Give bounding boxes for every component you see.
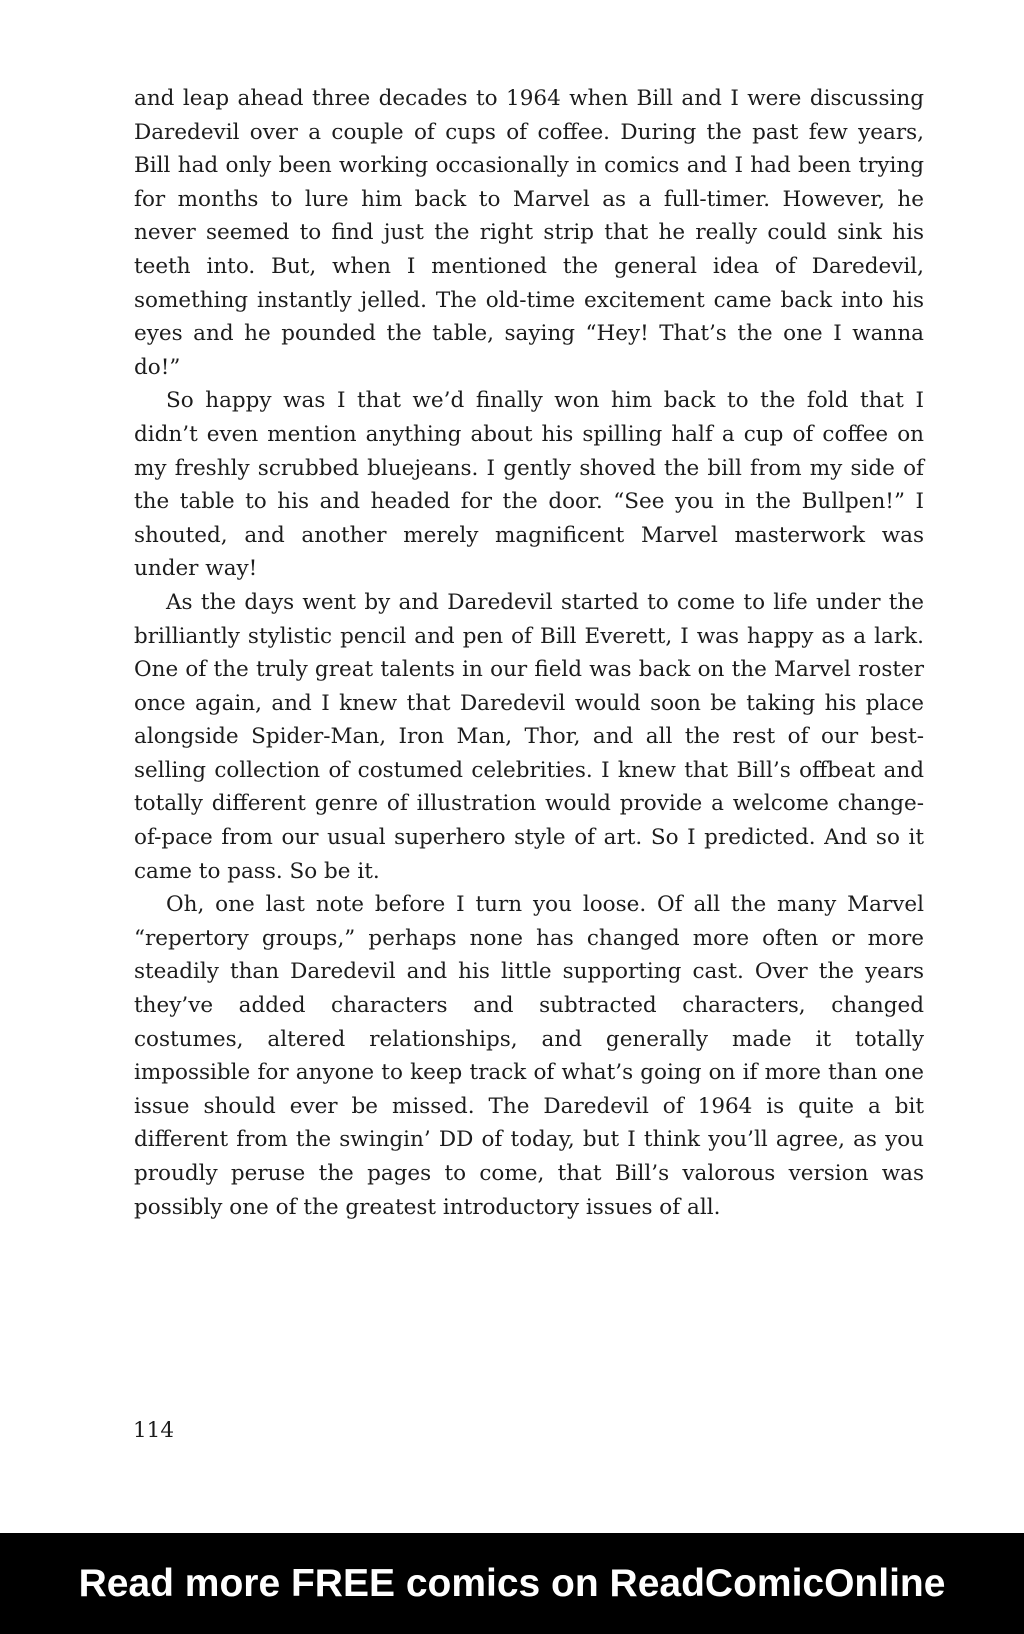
promo-banner-text[interactable]: Read more FREE comics on ReadComicOnline xyxy=(78,1561,946,1605)
promo-banner[interactable] xyxy=(0,1533,1024,1634)
paragraph-2: So happy was I that we’d finally won him back to the fold that I didn’t even mention anything about his spilling half a cup of coffee on my freshly scrubbed bluejeans. I gently shoved the bill from my side of the table to his and headed for the door. “See you in the Bullpen!” I shouted, and another merely magnificent Marvel masterwork was under way! xyxy=(134,388,924,582)
paragraph-1: and leap ahead three decades to 1964 when Bill and I were discussing Daredevil over a couple of cups of coffee. During the past few years, Bill had only been working occasionally in comics and I had been trying for months to lure him back to Marvel as a full-timer. However, he never seemed to find just the right strip that he really could sink his teeth into. But, when I mentioned the general idea of Daredevil, something instantly jelled. The old-time excitement came back into his eyes and he pounded the table, saying “Hey! That’s the one I wanna do!” xyxy=(134,86,924,380)
paragraph-3: As the days went by and Daredevil started to come to life under the brilliantly stylistic pencil and pen of Bill Everett, I was happy as a lark. One of the truly great talents in our field was back on the Marvel roster once again, and I knew that Daredevil would soon be taking his place alongside Spider-Man, Iron Man, Thor, and all the rest of our best-selling collection of costumed celebrities. I knew that Bill’s offbeat and totally different genre of illustration would provide a welcome change-of-pace from our usual superhero style of art. So I predicted. And so it came to pass. So be it. xyxy=(134,589,924,884)
page-number: 114 xyxy=(133,1418,175,1443)
body-text xyxy=(134,82,924,1224)
paragraph-4: Oh, one last note before I turn you loose. Of all the many Marvel “repertory groups,” perhaps none has changed more often or more steadily than Daredevil and his little supporting cast. Over the years they’ve added characters and subtracted characters, changed costumes, altered relationships, and generally made it totally impossible for anyone to keep track of what’s going on if more than one issue should ever be missed. The Daredevil of 1964 is quite a bit different from the swingin’ DD of today, but I think you’ll agree, as you proudly peruse the pages to come, that Bill’s valorous version was possibly one of the greatest introductory issues of all. xyxy=(134,892,924,1220)
